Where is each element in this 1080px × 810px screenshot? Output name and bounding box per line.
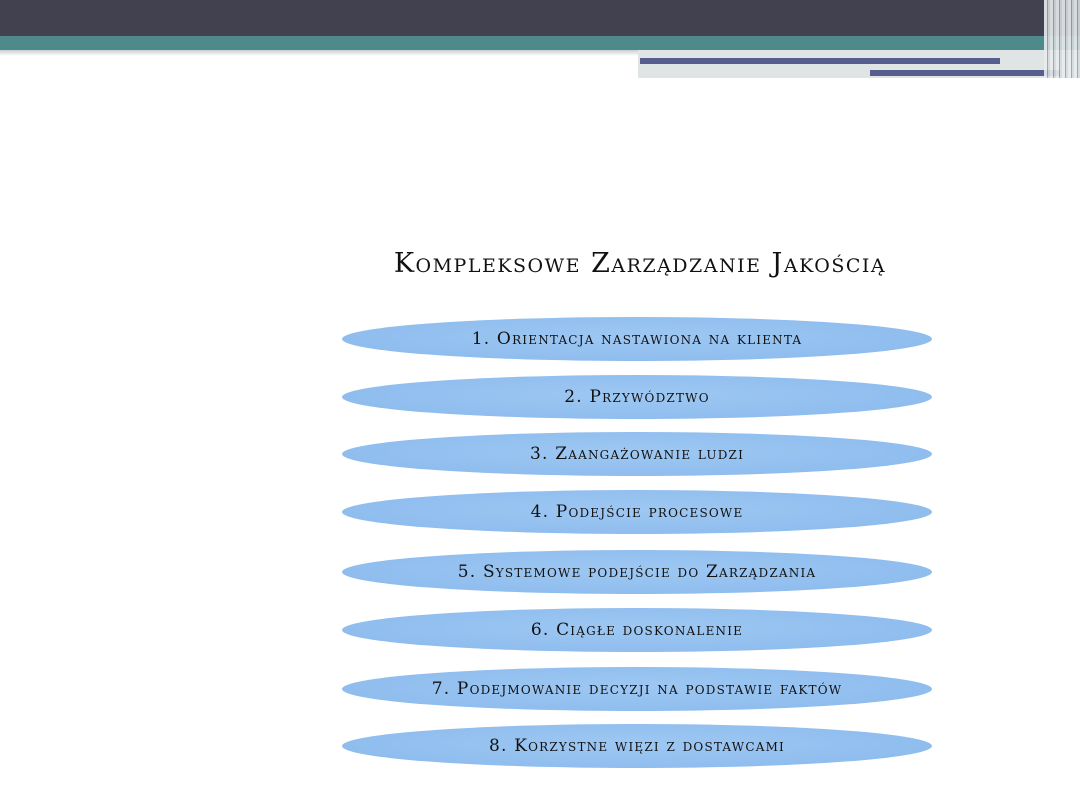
header-accent-stripe-2 [870,70,1060,76]
header-shadow [0,50,640,56]
principle-item-4: 4. Podejście procesowe [342,490,932,534]
principle-item-8: 8. Korzystne więzi z dostawcami [342,724,932,768]
principle-item-3: 3. Zaangażowanie ludzi [342,432,932,476]
principle-item-6: 6. Ciągłe doskonalenie [342,608,932,652]
header-accent-stripe-1 [640,58,1000,64]
header-edge-lines [1044,0,1080,78]
header-teal-bar [0,36,1080,50]
principle-item-7: 7. Podejmowanie decyzji na podstawie faktów [342,667,932,711]
diagram-title: Kompleksowe Zarządzanie Jakością [393,248,887,279]
header-dark-bar [0,0,1080,36]
principle-item-1: 1. Orientacja nastawiona na klienta [342,317,932,361]
principle-item-5: 5. Systemowe podejście do Zarządzania [342,550,932,594]
principle-item-2: 2. Przywództwo [342,375,932,419]
